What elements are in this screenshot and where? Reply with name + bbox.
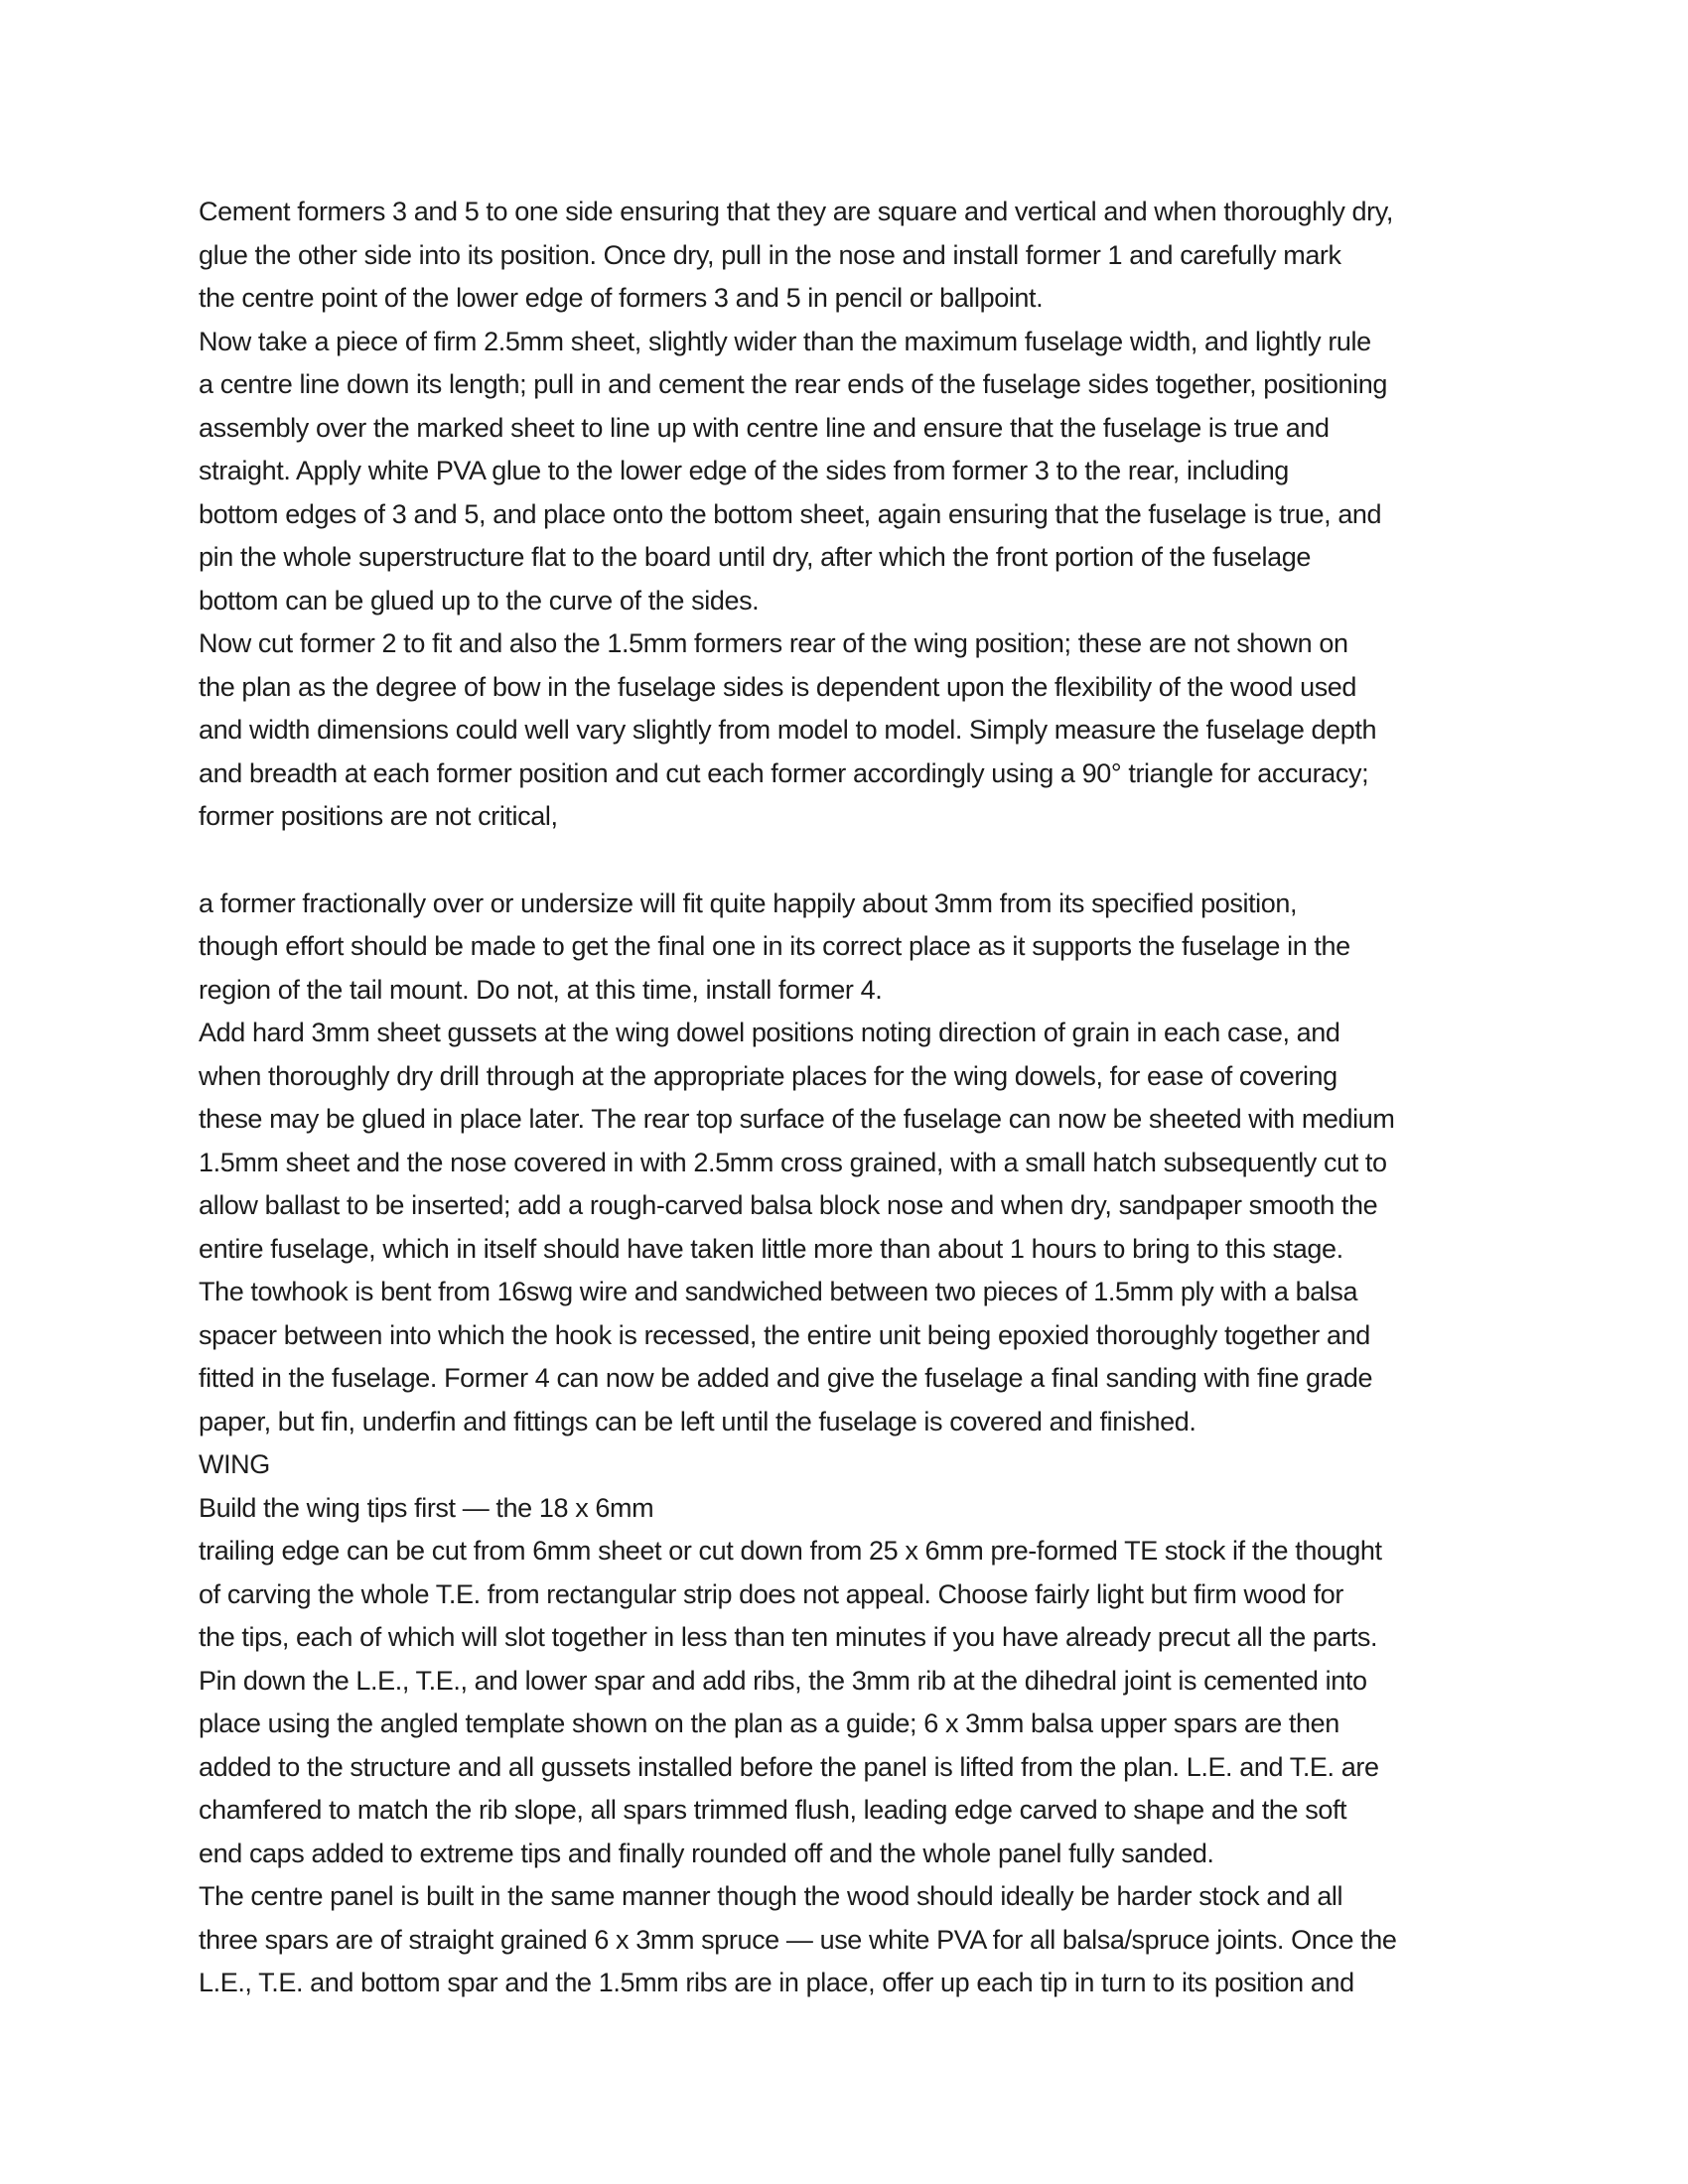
text-line: former positions are not critical, — [199, 801, 558, 831]
text-line: three spars are of straight grained 6 x 3mm spruce — use white PVA for all balsa/spruce joints. Once the — [199, 1924, 1397, 1955]
text-line: glue the other side into its position. Once dry, pull in the nose and install former 1 and carefully mark — [199, 239, 1341, 270]
text-line: entire fuselage, which in itself should have taken little more than about 1 hours to bring to this stage. — [199, 1233, 1343, 1264]
text-line: allow ballast to be inserted; add a rough-carved balsa block nose and when dry, sandpaper smooth the — [199, 1190, 1378, 1220]
text-line: of carving the whole T.E. from rectangular strip does not appeal. Choose fairly light but firm wood for — [199, 1578, 1343, 1609]
text-line: pin the whole superstructure flat to the board until dry, after which the front portion of the fuselage — [199, 542, 1311, 572]
text-line: straight. Apply white PVA glue to the lower edge of the sides from former 3 to the rear, including — [199, 456, 1289, 485]
text-line: trailing edge can be cut from 6mm sheet or cut down from 25 x 6mm pre-formed TE stock if the thought — [199, 1536, 1382, 1566]
text-line: paper, but fin, underfin and fittings can be left until the fuselage is covered and finished. — [199, 1406, 1196, 1436]
text-line: The centre panel is built in the same manner though the wood should ideally be harder stock and all — [199, 1881, 1343, 1911]
section-heading-wing: WING — [199, 1449, 270, 1479]
text-line: a former fractionally over or undersize will fit quite happily about 3mm from its specified position, — [199, 887, 1298, 918]
text-line: though effort should be made to get the final one in its correct place as it supports the fuselage in the — [199, 931, 1350, 961]
text-line: the tips, each of which will slot together in less than ten minutes if you have already precut all the parts. — [199, 1622, 1378, 1652]
text-line: bottom can be glued up to the curve of the sides. — [199, 585, 760, 615]
text-line: The towhook is bent from 16swg wire and sandwiched between two pieces of 1.5mm ply with a balsa — [199, 1277, 1358, 1306]
text-line: Now cut former 2 to fit and also the 1.5mm formers rear of the wing position; these are not shown on — [199, 628, 1348, 658]
text-line: Build the wing tips first — the 18 x 6mm — [199, 1492, 654, 1523]
formers-finishing-and-wing-text — [199, 883, 1509, 2005]
text-line: assembly over the marked sheet to line up with centre line and ensure that the fuselage is true and — [199, 412, 1330, 443]
text-line: L.E., T.E. and bottom spar and the 1.5mm ribs are in place, offer up each tip in turn to its position and — [199, 1968, 1354, 1997]
text-line: fitted in the fuselage. Former 4 can now be added and give the fuselage a final sanding with fine grade — [199, 1363, 1373, 1393]
text-line: 1.5mm sheet and the nose covered in with 2.5mm cross grained, with a small hatch subsequently cut to — [199, 1147, 1387, 1177]
text-line: added to the structure and all gussets installed before the panel is lifted from the plan. L.E. and T.E. are — [199, 1751, 1379, 1782]
text-line: bottom edges of 3 and 5, and place onto the bottom sheet, again ensuring that the fuselage is true, and — [199, 498, 1382, 529]
text-line: and width dimensions could well vary slightly from model to model. Simply measure the fuselage depth — [199, 715, 1377, 745]
text-line: a centre line down its length; pull in and cement the rear ends of the fuselage sides together, positioning — [199, 369, 1387, 399]
document-text-column — [199, 191, 1509, 2005]
text-line: the centre point of the lower edge of formers 3 and 5 in pencil or ballpoint. — [199, 283, 1044, 313]
text-line: and breadth at each former position and cut each former accordingly using a 90° triangle for accuracy; — [199, 757, 1369, 788]
text-line: chamfered to match the rib slope, all spars trimmed flush, leading edge carved to shape and the soft — [199, 1795, 1347, 1825]
text-line: Now take a piece of firm 2.5mm sheet, slightly wider than the maximum fuselage width, and lightly rule — [199, 326, 1371, 356]
text-line: Cement formers 3 and 5 to one side ensuring that they are square and vertical and when thoroughly dry, — [199, 197, 1393, 226]
text-line: the plan as the degree of bow in the fuselage sides is dependent upon the flexibility of the wood used — [199, 671, 1357, 702]
text-line: when thoroughly dry drill through at the appropriate places for the wing dowels, for ease of covering — [199, 1060, 1337, 1091]
text-line: spacer between into which the hook is recessed, the entire unit being epoxied thoroughly together and — [199, 1319, 1370, 1350]
fuselage-assembly-text — [199, 191, 1509, 839]
text-line: place using the angled template shown on the plan as a guide; 6 x 3mm balsa upper spars are then — [199, 1708, 1339, 1738]
text-line: region of the tail mount. Do not, at this time, install former 4. — [199, 974, 883, 1005]
text-line: end caps added to extreme tips and finally rounded off and the whole panel fully sanded. — [199, 1838, 1214, 1868]
text-line: Pin down the L.E., T.E., and lower spar and add ribs, the 3mm rib at the dihedral joint is cemented into — [199, 1665, 1367, 1696]
text-line: these may be glued in place later. The rear top surface of the fuselage can now be sheeted with medium — [199, 1104, 1395, 1134]
text-line: Add hard 3mm sheet gussets at the wing dowel positions noting direction of grain in each case, and — [199, 1018, 1340, 1047]
